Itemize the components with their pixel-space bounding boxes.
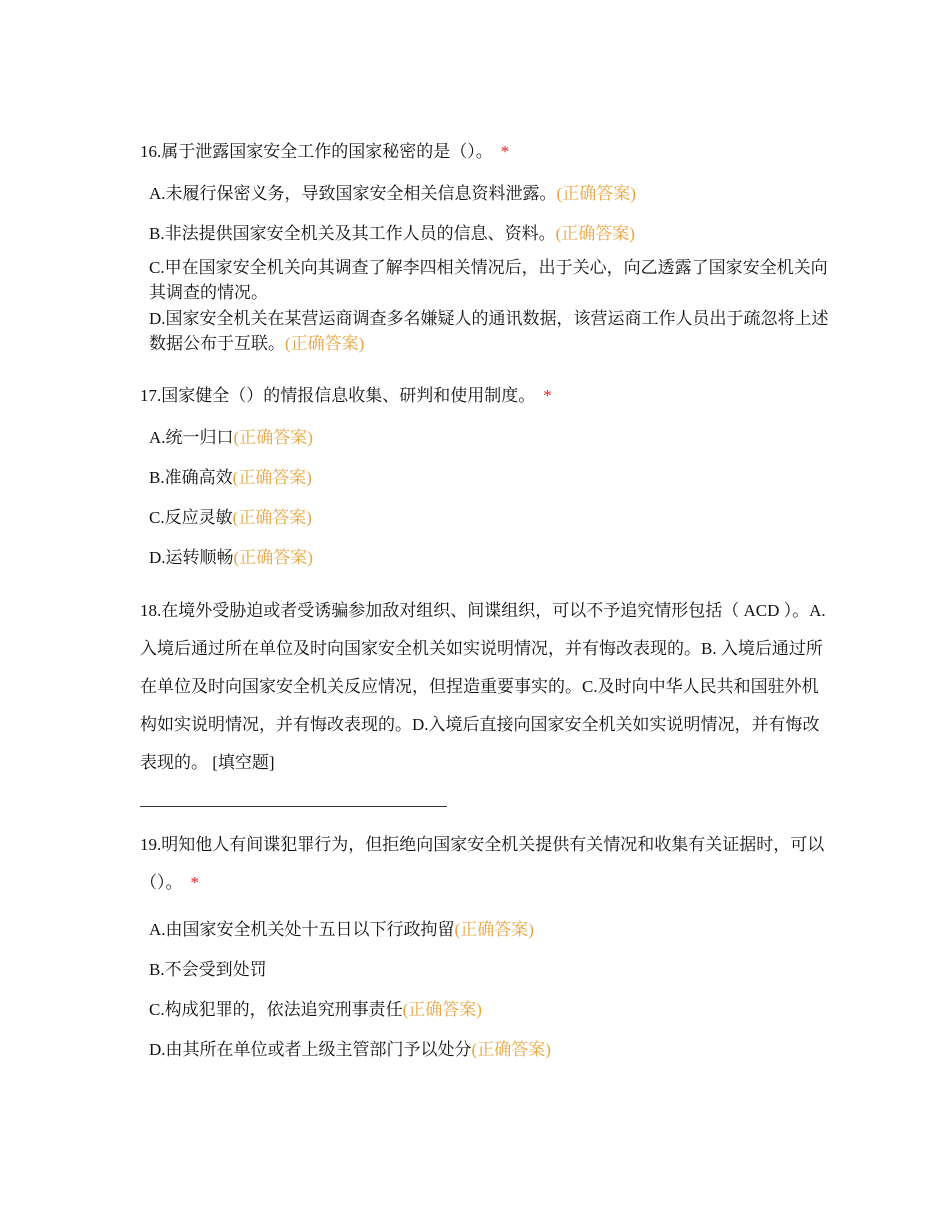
question-18-text: 18.在境外受胁迫或者受诱骗参加敌对组织、间谍组织，可以不予追究情形包括（ ACD ）。A.入境后通过所在单位及时向国家安全机关如实说明情况，并有悔改表现的。B. 入境后通过所在单位及时向国家安全机关反应情况，但捏造重要事实的。C.及时向中华人民共和国驻外机构如实说明情况，并有悔改表现的。D.入境后直接向国家安全机关如实说明情况，并有悔改表现的。 [填空题] bbox=[140, 601, 826, 772]
q19-option-c: C.构成犯罪的，依法追究刑事责任(正确答案) bbox=[149, 1000, 482, 1019]
correct-answer-label: (正确答案) bbox=[454, 920, 534, 939]
q16-option-d: D.国家安全机关在某营运商调查多名嫌疑人的通讯数据，该营运商工作人员出于疏忽将上述数据公布于互联。(正确答案) bbox=[149, 309, 829, 353]
correct-answer-label: (正确答案) bbox=[233, 548, 313, 567]
correct-answer-label: (正确答案) bbox=[556, 184, 636, 203]
q16-option-a: A.未履行保密义务，导致国家安全相关信息资料泄露。(正确答案) bbox=[149, 184, 636, 203]
correct-answer-label: (正确答案) bbox=[285, 334, 365, 353]
q19-option-b: B.不会受到处罚 bbox=[149, 960, 267, 979]
correct-answer-label: (正确答案) bbox=[232, 468, 312, 487]
correct-answer-label: (正确答案) bbox=[471, 1040, 551, 1059]
q16-option-b: B.非法提供国家安全机关及其工作人员的信息、资料。(正确答案) bbox=[149, 224, 635, 243]
correct-answer-label: (正确答案) bbox=[232, 508, 312, 527]
required-star: * bbox=[543, 386, 552, 405]
question-16-title: 16.属于泄露国家安全工作的国家秘密的是（）。 * bbox=[140, 142, 510, 161]
q17-option-a: A.统一归口(正确答案) bbox=[149, 428, 313, 447]
correct-answer-label: (正确答案) bbox=[402, 1000, 482, 1019]
question-17-title: 17.国家健全（）的情报信息收集、研判和使用制度。 * bbox=[140, 386, 552, 405]
fill-in-blank-line[interactable] bbox=[140, 806, 447, 807]
q19-option-d: D.由其所在单位或者上级主管部门予以处分(正确答案) bbox=[149, 1040, 551, 1059]
q17-option-c: C.反应灵敏(正确答案) bbox=[149, 508, 312, 527]
q17-option-d: D.运转顺畅(正确答案) bbox=[149, 548, 313, 567]
correct-answer-label: (正确答案) bbox=[233, 428, 313, 447]
required-star: * bbox=[190, 873, 199, 892]
question-19-title: 19.明知他人有间谍犯罪行为，但拒绝向国家安全机关提供有关情况和收集有关证据时，可以（）。 * bbox=[140, 835, 825, 892]
required-star: * bbox=[500, 142, 510, 161]
correct-answer-label: (正确答案) bbox=[555, 224, 635, 243]
q17-option-b: B.准确高效(正确答案) bbox=[149, 468, 312, 487]
q16-option-c: C.甲在国家安全机关向其调查了解李四相关情况后，出于关心，向乙透露了国家安全机关向其调查的情况。 bbox=[149, 258, 828, 302]
q19-option-a: A.由国家安全机关处十五日以下行政拘留(正确答案) bbox=[149, 920, 534, 939]
